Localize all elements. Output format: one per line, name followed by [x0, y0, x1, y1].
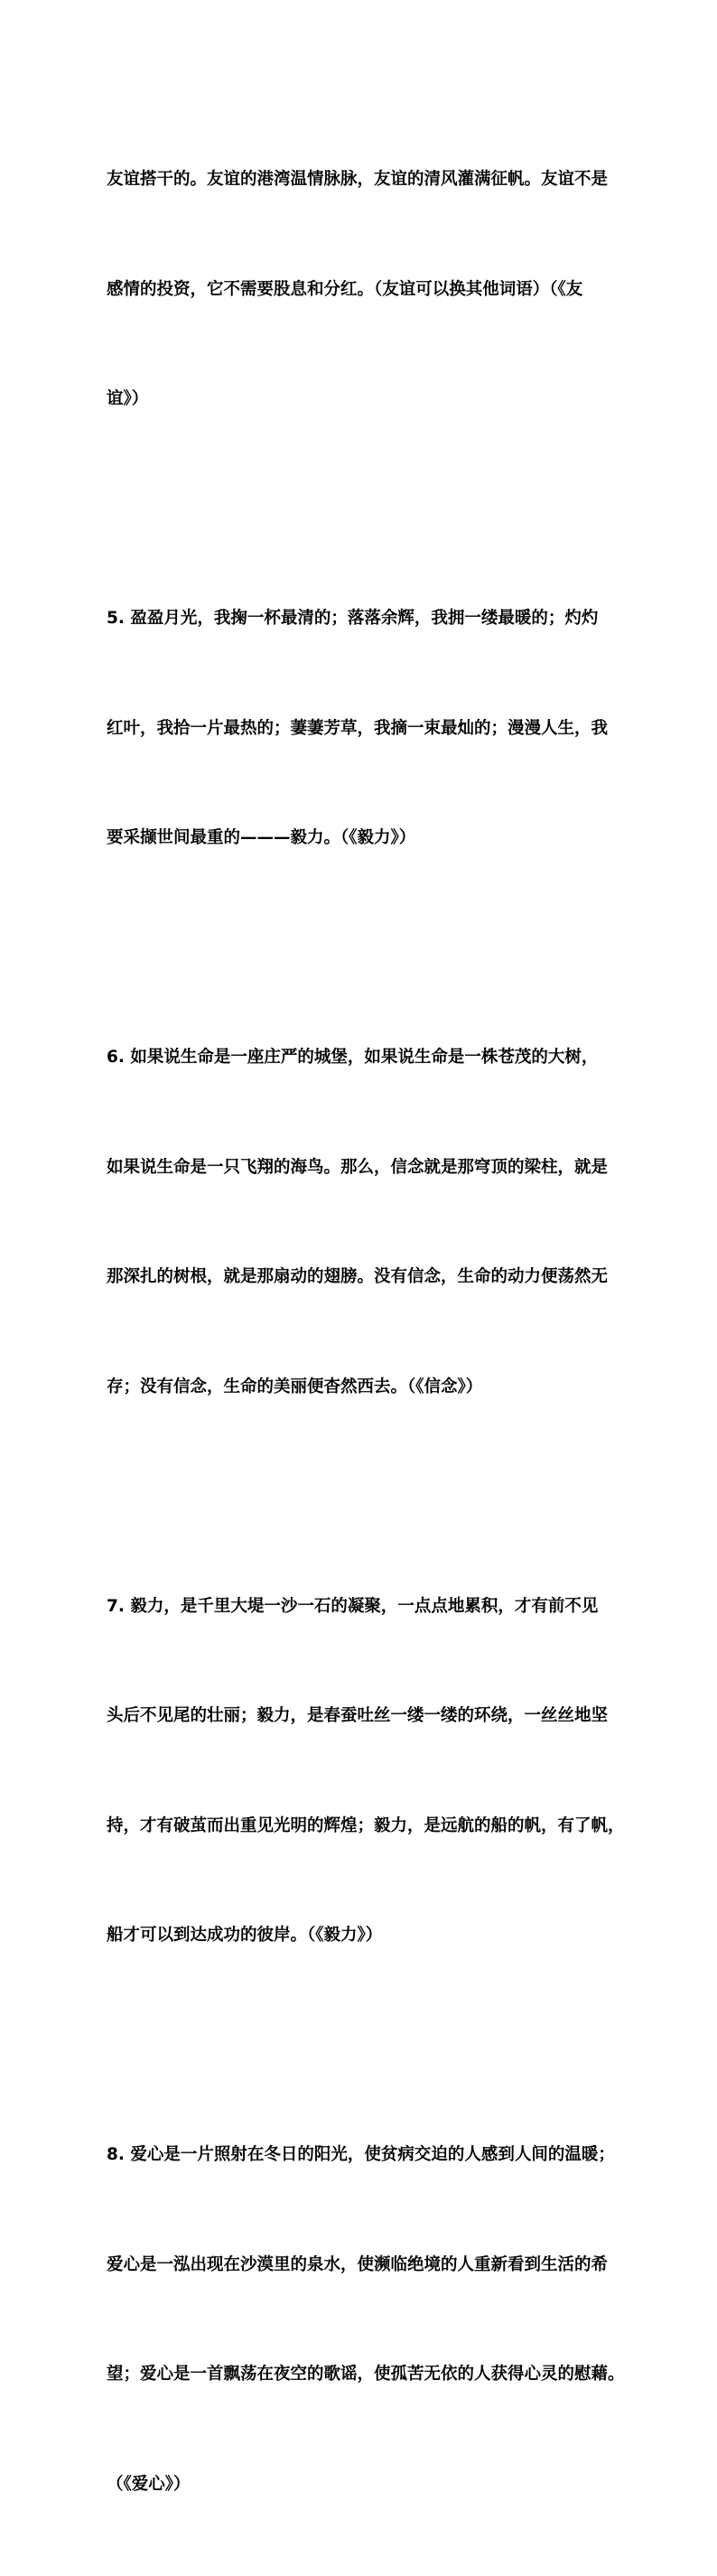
- paragraph-6-belief: [107, 966, 612, 1479]
- text-line: 存；没有信念，生命的美丽便杳然西去。（《信念》）: [107, 1377, 483, 1396]
- text-line: 那深扎的树根，就是那扇动的翅膀。没有信念，生命的动力便荡然无: [107, 1267, 609, 1286]
- text-line: 如果说生命是一只飞翔的海鸟。那么，信念就是那穹顶的梁柱，就是: [107, 1157, 609, 1177]
- paragraph-5-perseverance: [107, 527, 612, 930]
- text-line: 8. 爱心是一片照射在冬日的阳光，使贫病交迫的人感到人间的温暖；: [107, 2145, 615, 2164]
- paragraph-spacer: [107, 930, 612, 967]
- paragraph-friendship: [107, 89, 612, 491]
- paragraph-spacer: [107, 1479, 612, 1516]
- paragraph-spacer: [107, 491, 612, 528]
- text-line: 头后不见尾的壮丽；毅力，是春蚕吐丝一缕一缕的环绕，一丝丝地坚: [107, 1706, 609, 1725]
- paragraph-8-love: [107, 2064, 625, 2576]
- text-line: 感情的投资，它不需要股息和分红。（友谊可以换其他词语）（《友: [107, 279, 583, 299]
- text-line: 要采撷世间最重的———毅力。（《毅力》）: [107, 828, 416, 847]
- text-line: 望；爱心是一首飘荡在夜空的歌谣，使孤苦无依的人获得心灵的慰藉。: [107, 2365, 625, 2384]
- paragraph-7-perseverance: [107, 1516, 625, 2028]
- text-line: 7. 毅力，是千里大堤一沙一石的凝聚，一点点地累积，才有前不见: [107, 1596, 599, 1616]
- text-line: 船才可以到达成功的彼岸。（《毅力》）: [107, 1926, 383, 1945]
- text-line: （《爱心》）: [107, 2474, 191, 2494]
- text-line: 爱心是一泓出现在沙漠里的泉水，使濒临绝境的人重新看到生活的希: [107, 2254, 609, 2274]
- document-page: [107, 89, 625, 2576]
- text-line: 持，才有破茧而出重见光明的辉煌；毅力，是远航的船的帆，有了帆，: [107, 1815, 625, 1835]
- text-line: 谊》）: [107, 389, 149, 408]
- text-line: 友谊搭干的。友谊的港湾温情脉脉，友谊的清风灌满征帆。友谊不是: [107, 170, 609, 189]
- text-line: 5. 盈盈月光，我掬一杯最清的；落落余辉，我拥一缕最暖的；灼灼: [107, 609, 599, 628]
- text-line: 红叶，我拾一片最热的；萋萋芳草，我摘一束最灿的；漫漫人生，我: [107, 718, 609, 738]
- paragraph-spacer: [107, 2028, 612, 2065]
- text-line: 6. 如果说生命是一座庄严的城堡，如果说生命是一株苍茂的大树，: [107, 1048, 599, 1067]
